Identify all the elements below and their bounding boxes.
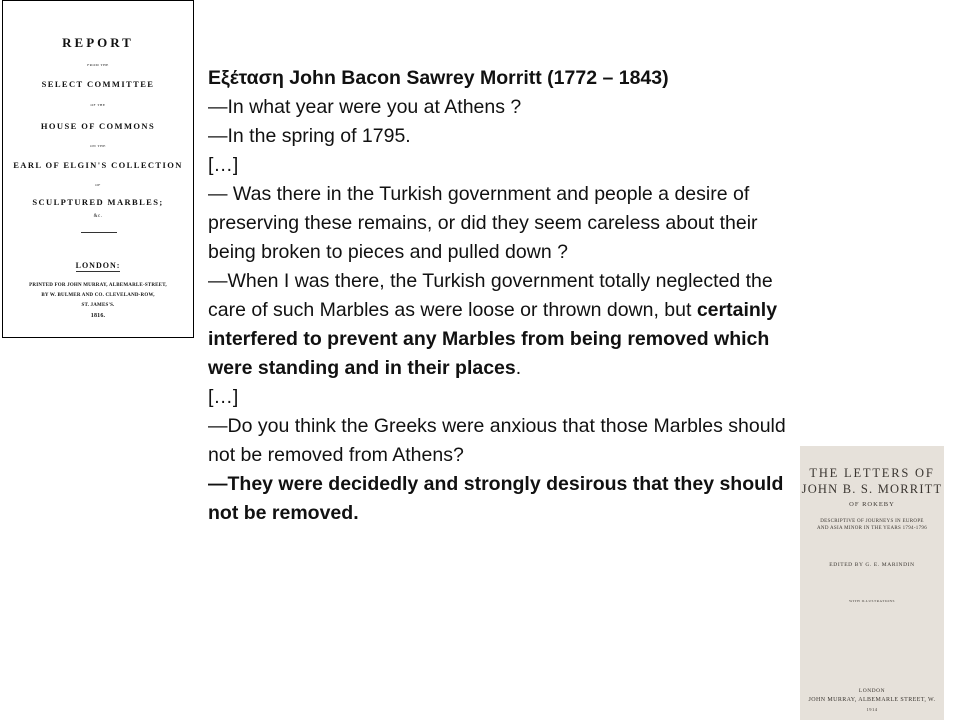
report-divider bbox=[81, 232, 117, 233]
report-imprint-line-1: PRINTED FOR JOHN MURRAY, ALBEMARLE-STREET, bbox=[29, 283, 167, 288]
answer-2-start: —When I was there, the Turkish government totally neglected the care of such Marbles as were loose or thrown down, but bbox=[208, 270, 773, 321]
report-imprint-line-3: ST. JAMES'S. bbox=[81, 303, 115, 308]
answer-1: —In the spring of 1795. bbox=[208, 125, 411, 147]
ellipsis-1: […] bbox=[208, 154, 239, 176]
report-marbles: SCULPTURED MARBLES; bbox=[32, 197, 164, 207]
question-2: — Was there in the Turkish government and people a desire of preserving these remains, or did they seem careless about their being broken to pieces and pulled down ? bbox=[208, 183, 758, 263]
report-on-the: ON THE bbox=[90, 144, 106, 148]
answer-3: —They were decidedly and strongly desirous that they should not be removed. bbox=[208, 473, 784, 524]
report-year: 1816. bbox=[90, 313, 106, 319]
answer-2-end: . bbox=[515, 357, 522, 379]
report-from-the: FROM THE bbox=[87, 63, 109, 67]
letters-publisher: JOHN MURRAY, ALBEMARLE STREET, W. bbox=[808, 697, 936, 703]
testimony-heading: Εξέταση John Bacon Sawrey Morritt (1772 – 1843) bbox=[208, 67, 669, 89]
letters-title-line-2: JOHN B. S. MORRITT bbox=[801, 482, 943, 496]
report-imprint-line-2: BY W. BULMER AND CO. CLEVELAND-ROW, bbox=[41, 293, 155, 298]
answer-2-emphasis: certainly interfered to prevent any Marbles from being removed which were standing and in their places bbox=[208, 299, 778, 379]
letters-description-2: AND ASIA MINOR IN THE YEARS 1794-1796 bbox=[817, 526, 927, 531]
letters-title-line-1: THE LETTERS OF bbox=[809, 466, 935, 480]
letters-description-1: DESCRIPTIVE OF JOURNEYS IN EUROPE bbox=[820, 519, 924, 524]
report-of: OF bbox=[95, 183, 101, 187]
report-title-page-image bbox=[2, 0, 194, 338]
report-etc: &c. bbox=[93, 214, 103, 219]
report-city: LONDON: bbox=[75, 261, 121, 270]
letters-editor: EDITED BY G. E. MARINDIN bbox=[829, 562, 915, 568]
report-house: HOUSE OF COMMONS bbox=[40, 121, 156, 131]
answer-2 bbox=[208, 267, 808, 383]
letters-illustrations: WITH ILLUSTRATIONS bbox=[849, 599, 895, 603]
testimony-transcript bbox=[208, 64, 808, 528]
ellipsis-2: […] bbox=[208, 386, 239, 408]
letters-title-page-image bbox=[800, 446, 944, 720]
letters-of-rokeby: OF ROKEBY bbox=[849, 501, 895, 508]
report-of-the: OF THE bbox=[90, 103, 106, 107]
letters-city: LONDON bbox=[858, 688, 886, 694]
report-title: REPORT bbox=[62, 35, 134, 50]
question-1: —In what year were you at Athens ? bbox=[208, 96, 522, 118]
question-3: —Do you think the Greeks were anxious that those Marbles should not be removed from Athens? bbox=[208, 415, 786, 466]
letters-year: 1914 bbox=[866, 707, 878, 712]
report-collection: EARL OF ELGIN'S COLLECTION bbox=[13, 160, 183, 170]
report-committee: SELECT COMMITTEE bbox=[41, 79, 155, 89]
